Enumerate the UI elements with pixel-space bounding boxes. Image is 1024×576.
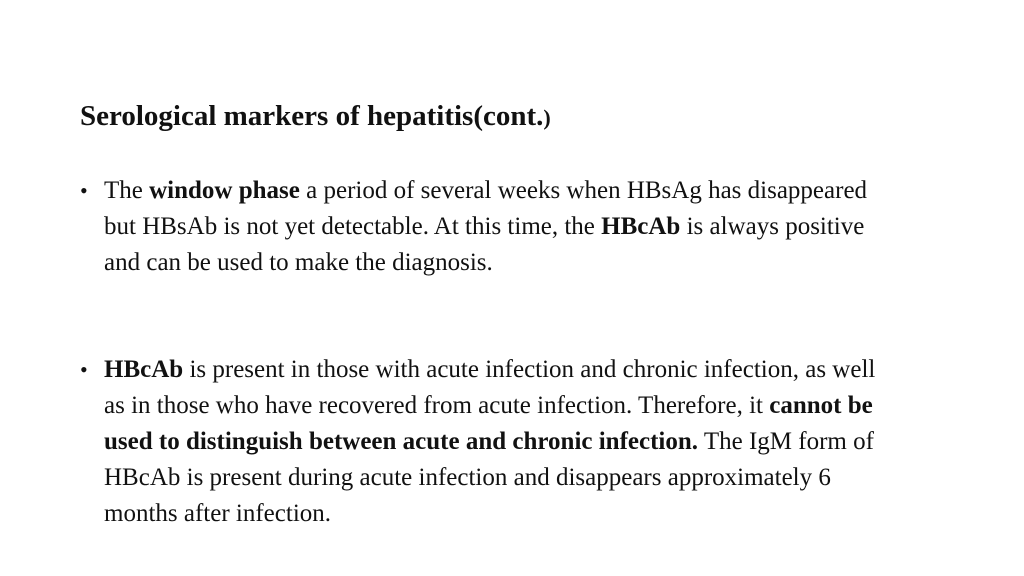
text-segment: The (104, 177, 150, 204)
bold-term-window-phase: window phase (149, 177, 300, 204)
slide-title-close-paren: ) (543, 105, 551, 130)
bold-phrase-cannot-distinguish: cannot be used to distinguish between acute and chronic infection. (104, 392, 873, 455)
bullet-hbcab (80, 352, 900, 532)
slide-title (80, 98, 551, 136)
text-segment: is always positive and can be used to make the diagnosis. (104, 213, 865, 276)
slide-title-text: Serological markers of hepatitis(cont. (80, 100, 544, 132)
bullet-marker: • (80, 178, 88, 203)
bold-term-hbcab: HBcAb (104, 356, 184, 383)
text-segment: is present in those with acute infection and chronic infection, as well as in those who have recovered from acute infection. Therefore, it (104, 356, 876, 419)
bullet-text (104, 352, 900, 532)
bold-term-hbcab: HBcAb (601, 213, 681, 240)
bullet-text (104, 173, 900, 281)
text-segment: The IgM form of HBcAb is present during acute infection and disappears approximately 6 months after infection. (104, 428, 874, 527)
bullet-marker: • (80, 357, 88, 382)
bullet-window-phase (80, 173, 900, 281)
text-segment: a period of several weeks when HBsAg has disappeared but HBsAb is not yet detectable. At this time, the (104, 177, 868, 240)
